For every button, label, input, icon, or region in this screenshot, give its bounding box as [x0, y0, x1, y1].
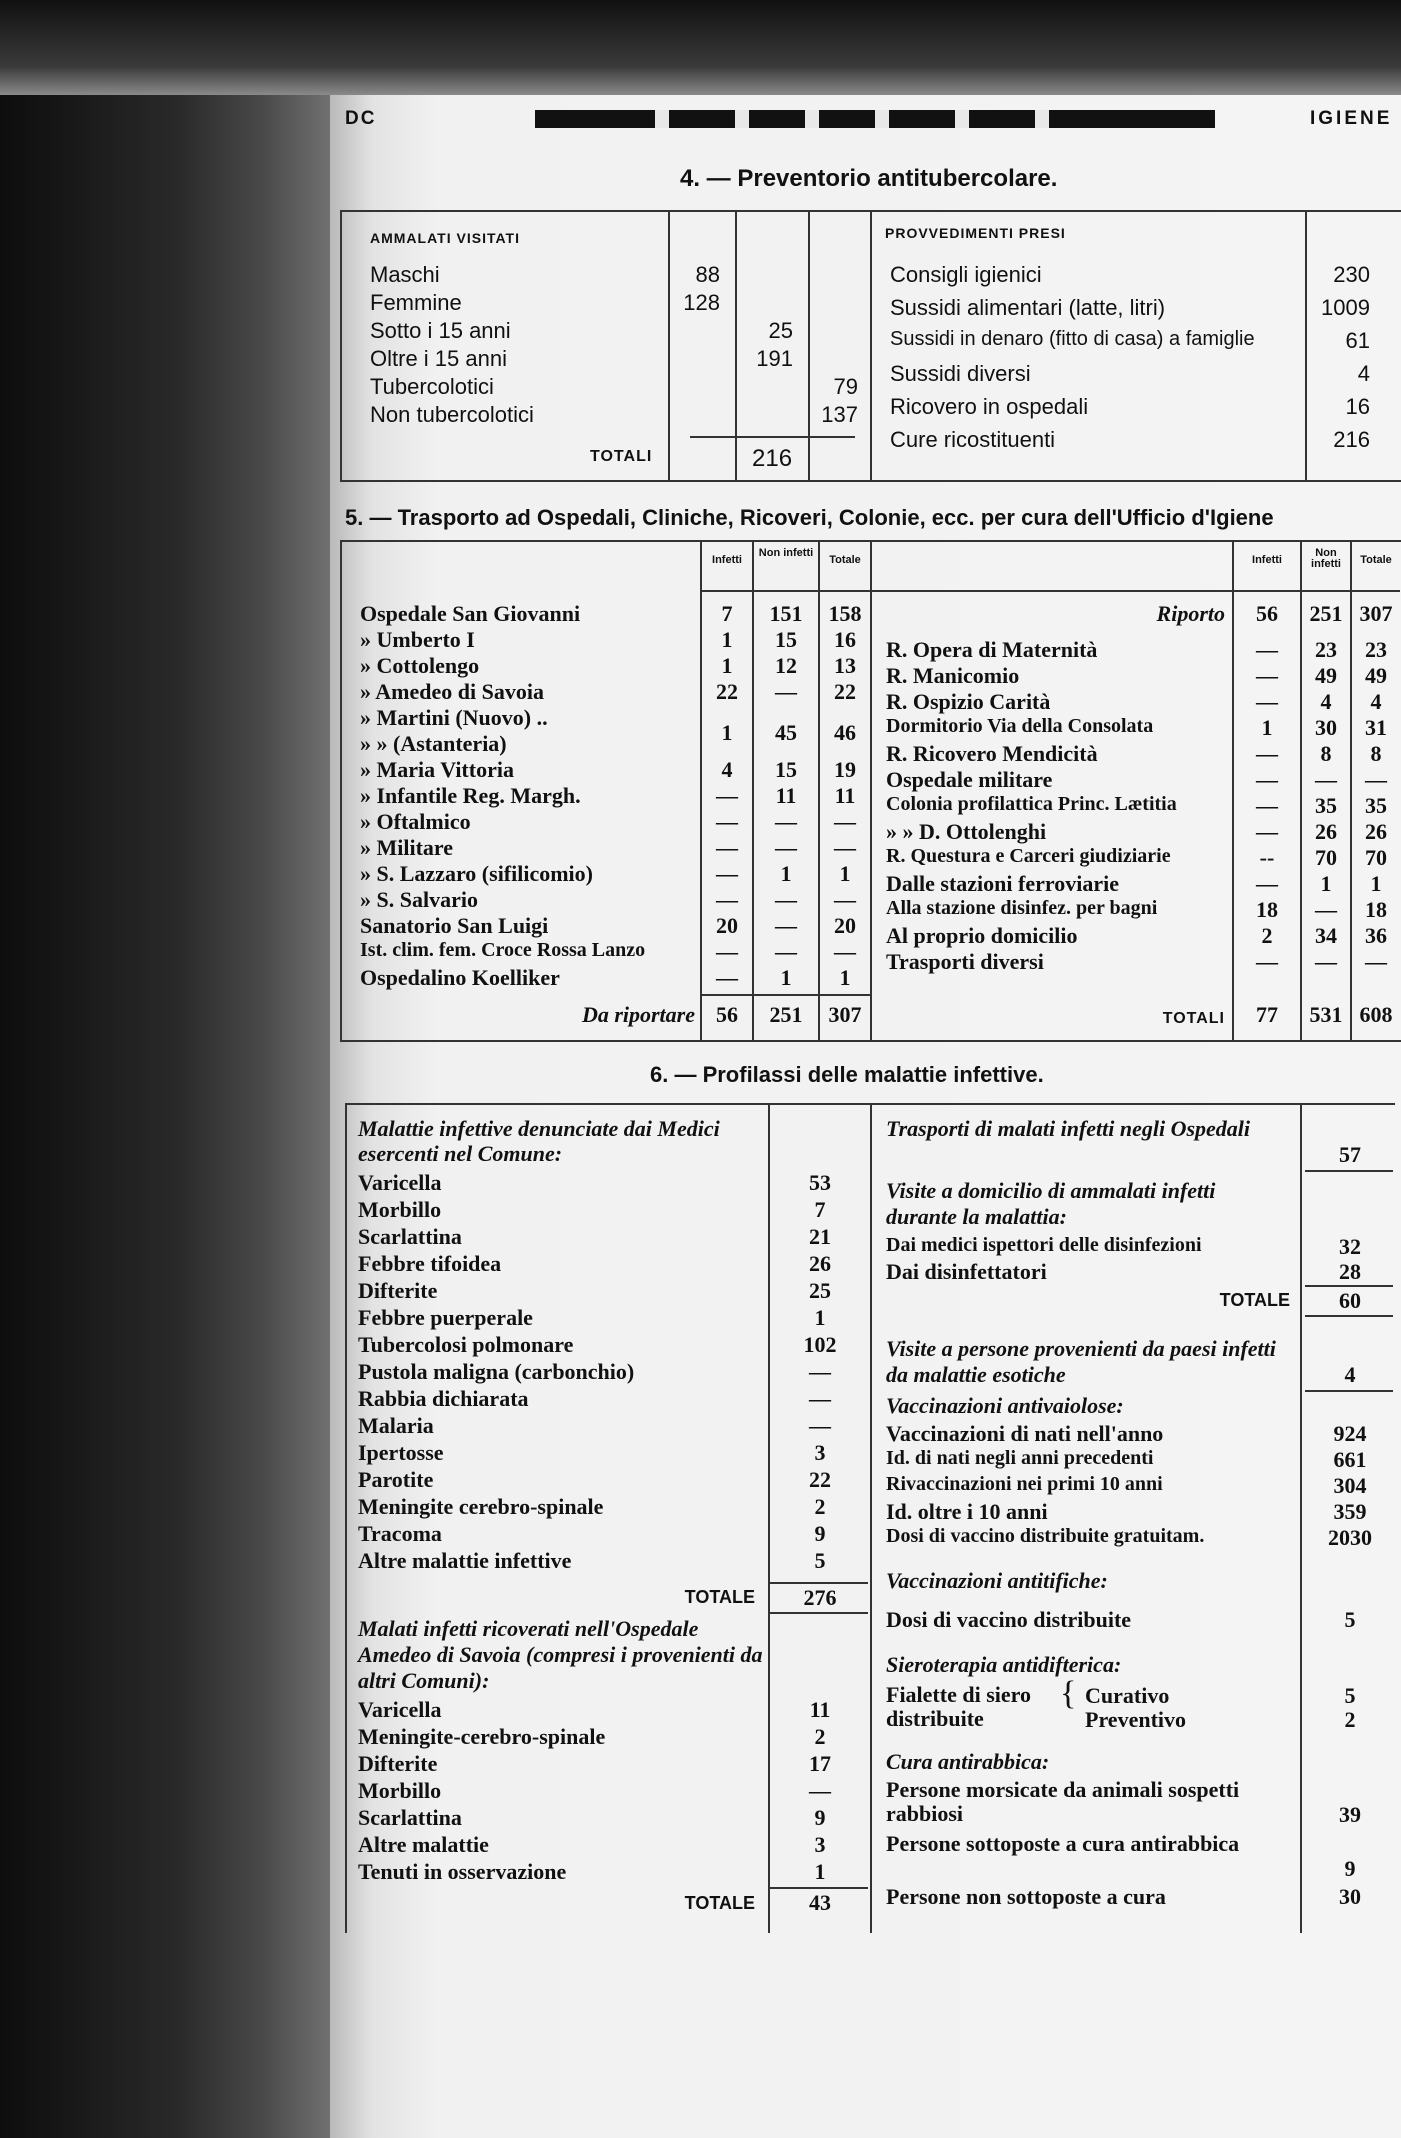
s5-right-c: 23: [1365, 637, 1387, 662]
s5-left-a: —: [716, 861, 738, 886]
s5-right-total-a: 77: [1256, 1002, 1278, 1027]
s6-left-total-label: TOTALE: [684, 1587, 755, 1607]
s4-total-label: TOTALI: [590, 448, 653, 465]
s6-vacc-label: Vaccinazioni di nati nell'anno: [886, 1421, 1164, 1446]
s4-left-label: Maschi: [370, 262, 440, 287]
s4-left-b: 25: [768, 318, 793, 343]
s5-left-label: » Infantile Reg. Margh.: [360, 783, 581, 808]
s5-left-label: » S. Salvario: [360, 887, 478, 912]
s4-col-sep-1: [668, 210, 670, 482]
s5-left-c: 1: [839, 965, 851, 990]
s5-header-rule: [700, 590, 1400, 592]
s6-trasporti-heading: Trasporti di malati infetti negli Ospedali: [886, 1116, 1251, 1141]
s4-col-sep-3: [808, 210, 810, 482]
s6-trasporti-value: 57: [1339, 1142, 1361, 1167]
s5-right-label: R. Ospizio Carità: [886, 689, 1051, 714]
s5-right-a: —: [1256, 819, 1278, 844]
s5-right-a: --: [1259, 845, 1275, 870]
s4-left-label: Non tubercolotici: [370, 402, 534, 427]
s5-right-label: Colonia profilattica Princ. Lætitia: [886, 793, 1177, 815]
s5-right-a: 1: [1261, 715, 1273, 740]
s6-visite-heading: Visite a domicilio di ammalati infetti durante la malattia:: [886, 1178, 1216, 1229]
s6-disease-value: 9: [814, 1521, 826, 1546]
s6-ricoverati-label: Difterite: [358, 1751, 438, 1776]
s5-right-a: —: [1256, 871, 1278, 896]
s5-left-b: 15: [775, 757, 797, 782]
s5-right-b: 1: [1320, 871, 1332, 896]
s5-right-label: R. Ricovero Mendicità: [886, 741, 1098, 766]
s6-visite-total-value: 60: [1339, 1288, 1361, 1313]
s5-left-b: 1: [780, 965, 792, 990]
s5-left-total-c: 307: [828, 1002, 862, 1027]
s6-tif-label: Dosi di vaccino distribuite: [886, 1607, 1132, 1632]
s4-left-label: Tubercolotici: [370, 374, 494, 399]
s6-disease-value: 1: [814, 1305, 826, 1330]
s5-left-label: Ospedalino Koelliker: [360, 965, 560, 990]
s6-siero-heading: Sieroterapia antidifterica:: [886, 1652, 1122, 1677]
s6-left-total2-value: 43: [809, 1890, 831, 1915]
s5-left-b: 12: [775, 653, 797, 678]
s6-rabbica-heading: Cura antirabbica:: [886, 1749, 1050, 1774]
s5-right-c: —: [1365, 949, 1387, 974]
s6-left-total-underline: [770, 1612, 868, 1614]
s5-left-a: —: [716, 965, 738, 990]
s5-left-border: [340, 540, 342, 1042]
section-4-title: 4. — Preventorio antitubercolare.: [680, 165, 1058, 192]
s5-right-a: —: [1256, 767, 1278, 792]
s4-right-label: Cure ricostituenti: [890, 427, 1056, 452]
s6-ricoverati-value: 11: [809, 1697, 831, 1722]
s5-right-b: 4: [1320, 689, 1332, 714]
s5-left-a: 4: [721, 757, 733, 782]
s5-left-c: 1: [839, 861, 851, 886]
s4-left-label: Femmine: [370, 290, 462, 315]
s5-right-riporto-label: Riporto: [1156, 601, 1225, 626]
s5-right-total-label: TOTALI: [1162, 1010, 1225, 1027]
s5-mid-sep: [870, 540, 872, 1042]
s6-visite-label: Dai medici ispettori delle disinfezioni: [886, 1234, 1202, 1256]
s5-right-label: Al proprio domicilio: [886, 923, 1078, 948]
s5-left-total-label: Da riportare: [581, 1002, 695, 1027]
s5-right-label: » » D. Ottolenghi: [886, 819, 1047, 844]
s6-tif-value: 5: [1344, 1607, 1356, 1632]
s5-left-total-rule: [700, 994, 870, 996]
s4-left-caption: AMMALATI VISITATI: [370, 230, 520, 246]
s5-right-total-b: 531: [1309, 1002, 1343, 1027]
s5-right-label: Alla stazione disinfez. per bagni: [886, 897, 1158, 919]
s6-rabbica-value: 30: [1339, 1884, 1361, 1909]
s6-visite-label: Dai disinfettatori: [886, 1259, 1047, 1284]
s6-siero-brace: {: [1060, 1675, 1077, 1712]
s5-left-a: —: [716, 887, 738, 912]
s5-left-a: 1: [721, 627, 733, 652]
s5-left-b: 1: [780, 861, 792, 886]
s5-left-a: 7: [721, 601, 733, 626]
s4-right-label: Consigli igienici: [890, 262, 1042, 287]
s6-disease-label: Morbillo: [358, 1197, 442, 1222]
s5-left-label: » Oftalmico: [360, 809, 471, 834]
s4-total-value: 216: [752, 445, 793, 472]
running-header-right: IGIENE: [1310, 108, 1393, 129]
s6-left-total-rule: [770, 1582, 868, 1584]
s6-rabbica-label: Persone sottoposte a cura antirabbica: [886, 1831, 1240, 1856]
s4-right-label: Ricovero in ospedali: [890, 394, 1089, 419]
s6-left-total2-label: TOTALE: [684, 1893, 755, 1913]
s5-right-b: 23: [1315, 637, 1337, 662]
s6-visite-total-label: TOTALE: [1219, 1290, 1290, 1310]
s6-left-border: [345, 1103, 347, 1933]
s5-right-label: Dormitorio Via della Consolata: [886, 715, 1154, 737]
s5-left-b: —: [775, 835, 797, 860]
s6-visite-total-rule: [1305, 1285, 1393, 1287]
s5-left-label: » Maria Vittoria: [360, 757, 514, 782]
s6-disease-value: 102: [803, 1332, 837, 1357]
s6-siero-type-value: 5: [1344, 1683, 1356, 1708]
s5-left-c: 22: [834, 679, 856, 704]
s6-vacc-label: Id. oltre i 10 anni: [886, 1499, 1048, 1524]
s6-disease-label: Tracoma: [358, 1521, 442, 1546]
s5-right-c: 35: [1365, 793, 1387, 818]
s4-right-label: Sussidi in denaro (fitto di casa) a famiglie: [890, 328, 1255, 350]
s6-disease-value: 53: [809, 1170, 831, 1195]
s5-left-c: 46: [834, 720, 856, 745]
s5-right-col-non-infetti: Non infetti: [1311, 547, 1341, 570]
s5-right-c: —: [1365, 767, 1387, 792]
s5-right-c: 26: [1365, 819, 1387, 844]
s5-right-label: R. Questura e Carceri giudiziarie: [886, 845, 1171, 867]
s5-left-label: » Amedeo di Savoia: [360, 679, 544, 704]
s5-left-b: 15: [775, 627, 797, 652]
s5-right-a: 56: [1256, 601, 1278, 626]
s5-left-total-a: 56: [716, 1002, 738, 1027]
s5-right-label: Dalle stazioni ferroviarie: [886, 871, 1119, 896]
s6-ricoverati-label: Varicella: [358, 1697, 442, 1722]
s5-right-a: —: [1256, 741, 1278, 766]
s6-trasporti-underline: [1305, 1170, 1393, 1172]
s4-right-value: 4: [1357, 361, 1370, 386]
s6-ricoverati-label: Scarlattina: [358, 1805, 462, 1830]
s4-mid-sep: [870, 210, 872, 482]
s6-left-total2-rule: [770, 1887, 868, 1889]
s6-esotiche-value: 4: [1344, 1362, 1356, 1387]
s6-disease-label: Febbre puerperale: [358, 1305, 533, 1330]
s6-siero-type-label: Preventivo: [1085, 1707, 1187, 1732]
s5-right-c: 307: [1359, 601, 1393, 626]
s5-left-a: 22: [716, 679, 738, 704]
s6-esotiche-underline: [1305, 1390, 1393, 1392]
s6-ricoverati-value: 3: [814, 1832, 826, 1857]
s6-disease-value: 5: [814, 1548, 826, 1573]
s5-left-c: 13: [834, 653, 856, 678]
s4-left-a: 128: [683, 290, 720, 315]
s5-left-col-non-infetti: Non infetti: [758, 547, 814, 559]
s5-left-b: —: [775, 809, 797, 834]
s6-vacc-value: 359: [1333, 1499, 1367, 1524]
s4-left-a: 88: [695, 262, 720, 287]
s6-disease-label: Meningite cerebro-spinale: [358, 1494, 604, 1519]
s5-left-c: —: [834, 939, 856, 964]
s6-disease-value: 7: [814, 1197, 826, 1222]
s5-left-b: 151: [769, 601, 803, 626]
s6-right-value-sep: [1300, 1103, 1302, 1933]
s6-ricoverati-label: Tenuti in osservazione: [358, 1859, 567, 1884]
s6-rabbica-label: Persone non sottoposte a cura: [886, 1884, 1166, 1909]
s5-right-c: 8: [1370, 741, 1382, 766]
s5-right-col-infetti: Infetti: [1252, 554, 1282, 566]
s6-disease-value: —: [809, 1413, 831, 1438]
s5-right-b: —: [1315, 949, 1337, 974]
s6-vacc-heading: Vaccinazioni antivaiolose:: [886, 1393, 1124, 1418]
s6-tif-heading: Vaccinazioni antitifiche:: [886, 1568, 1108, 1593]
s6-vacc-label: Dosi di vaccino distribuite gratuitam.: [886, 1525, 1205, 1547]
s5-left-c: 11: [834, 783, 856, 808]
s6-left-heading: Malattie infettive denunciate dai Medici esercenti nel Comune:: [358, 1116, 720, 1166]
s5-left-label: » S. Lazzaro (sifilicomio): [360, 861, 593, 886]
s5-right-total-c: 608: [1359, 1002, 1393, 1027]
s6-ricoverati-label: Morbillo: [358, 1778, 442, 1803]
s5-left-label: » Martini (Nuovo) ..: [360, 705, 548, 730]
s5-left-a: 1: [721, 720, 733, 745]
s6-siero-type-label: Curativo: [1085, 1683, 1170, 1708]
s5-right-a: 18: [1256, 897, 1278, 922]
s6-vacc-label: Rivaccinazioni nei primi 10 anni: [886, 1473, 1163, 1495]
s5-right-b: —: [1315, 767, 1337, 792]
s6-disease-value: 3: [814, 1440, 826, 1465]
s5-left-col-infetti: Infetti: [712, 554, 742, 566]
s5-right-b: 8: [1320, 741, 1332, 766]
s5-left-label: » Umberto I: [360, 627, 475, 652]
s5-right-label: Ospedale militare: [886, 767, 1053, 792]
s5-right-a: —: [1256, 949, 1278, 974]
s4-right-label: Sussidi alimentari (latte, litri): [890, 295, 1166, 320]
s6-ricoverati-value: 9: [814, 1805, 826, 1830]
s4-left-c: 79: [833, 374, 858, 399]
s5-left-a: —: [716, 809, 738, 834]
s5-right-b: 34: [1315, 923, 1337, 948]
s6-disease-label: Parotite: [358, 1467, 434, 1492]
s6-disease-value: 22: [809, 1467, 831, 1492]
s5-right-a: —: [1256, 793, 1278, 818]
s5-right-c: 1: [1370, 871, 1382, 896]
s5-left-total-b: 251: [769, 1002, 803, 1027]
s5-right-b: 49: [1315, 663, 1337, 688]
s5-right-label: Trasporti diversi: [886, 949, 1044, 974]
section-5-title: 5. — Trasporto ad Ospedali, Cliniche, Ricoveri, Colonie, ecc. per cura dell'Ufficio d'Igiene: [345, 505, 1274, 530]
s4-right-sep: [1305, 210, 1307, 482]
s6-esotiche-heading: Visite a persone provenienti da paesi infetti da malattie esotiche: [886, 1336, 1276, 1387]
s6-ricoverati-value: 17: [809, 1751, 831, 1776]
s5-right-c: 31: [1365, 715, 1387, 740]
s4-col-sep-2: [735, 210, 737, 482]
s5-left-b: —: [775, 913, 797, 938]
s6-disease-value: 2: [814, 1494, 826, 1519]
s5-left-label: » » (Astanteria): [360, 731, 507, 756]
s4-right-value: 230: [1333, 262, 1370, 287]
s6-disease-label: Pustola maligna (carbonchio): [358, 1359, 635, 1384]
s5-right-c: 70: [1365, 845, 1387, 870]
s5-left-label: » Militare: [360, 835, 454, 860]
s6-disease-label: Altre malattie infettive: [358, 1548, 572, 1573]
s4-right-value: 61: [1345, 328, 1370, 353]
s5-right-b: 70: [1315, 845, 1337, 870]
s5-right-a: —: [1256, 637, 1278, 662]
s6-disease-value: —: [809, 1359, 831, 1384]
s4-left-label: Oltre i 15 anni: [370, 346, 507, 371]
s4-right-label: Sussidi diversi: [890, 361, 1031, 386]
s6-visite-total-underline: [1305, 1315, 1393, 1317]
s5-right-a: —: [1256, 663, 1278, 688]
s5-right-c: 18: [1365, 897, 1387, 922]
s5-left-a: —: [716, 939, 738, 964]
s5-left-a: —: [716, 783, 738, 808]
s4-left-label: Sotto i 15 anni: [370, 318, 511, 343]
s4-right-value: 1009: [1321, 295, 1370, 320]
s5-right-b: 26: [1315, 819, 1337, 844]
running-header-left: DC: [345, 108, 377, 129]
s6-rabbica-value: 9: [1344, 1856, 1356, 1881]
s6-vacc-label: Id. di nati negli anni precedenti: [886, 1447, 1154, 1469]
s5-right-c: 49: [1365, 663, 1387, 688]
s5-right-c: 4: [1370, 689, 1382, 714]
s5-right-b: 35: [1315, 793, 1337, 818]
s5-left-c: —: [834, 835, 856, 860]
s5-right-b: —: [1315, 897, 1337, 922]
s6-visite-value: 32: [1339, 1234, 1361, 1259]
s5-left-c: 16: [834, 627, 856, 652]
s6-disease-value: 21: [809, 1224, 831, 1249]
s6-visite-value: 28: [1339, 1259, 1361, 1284]
s6-vacc-value: 661: [1333, 1447, 1367, 1472]
s6-disease-label: Scarlattina: [358, 1224, 462, 1249]
s5-left-a: 1: [721, 653, 733, 678]
s5-right-a: 2: [1261, 923, 1273, 948]
scan-dark-top: [0, 0, 1401, 95]
s6-vacc-value: 2030: [1328, 1525, 1372, 1550]
s5-left-c: 20: [834, 913, 856, 938]
s5-left-b: —: [775, 887, 797, 912]
s6-disease-label: Malaria: [358, 1413, 434, 1438]
s6-disease-label: Varicella: [358, 1170, 442, 1195]
s5-left-c: —: [834, 809, 856, 834]
s5-left-label: Ospedale San Giovanni: [360, 601, 581, 626]
s6-rabbica-value: 39: [1339, 1802, 1361, 1827]
s6-ricoverati-value: 2: [814, 1724, 826, 1749]
s4-right-value: 216: [1333, 427, 1370, 452]
s6-siero-label: Fialette di siero distribuite: [886, 1682, 1031, 1731]
s5-right-b: 251: [1309, 601, 1343, 626]
s6-disease-label: Tubercolosi polmonare: [358, 1332, 574, 1357]
s5-left-label: Ist. clim. fem. Croce Rossa Lanzo: [360, 939, 646, 961]
scan-dark-margin: [0, 0, 330, 2138]
s6-disease-label: Rabbia dichiarata: [358, 1386, 529, 1411]
s5-left-c: —: [834, 887, 856, 912]
s6-disease-label: Febbre tifoidea: [358, 1251, 502, 1276]
header-ornament-bar: [535, 110, 1215, 128]
s5-right-a: —: [1256, 689, 1278, 714]
s5-right-label: R. Manicomio: [886, 663, 1020, 688]
s6-disease-value: 26: [809, 1251, 831, 1276]
section-6-title: 6. — Profilassi delle malattie infettive.: [650, 1062, 1044, 1087]
s5-left-b: 11: [775, 783, 797, 808]
s5-left-b: —: [775, 939, 797, 964]
s5-left-col-totale: Totale: [829, 554, 861, 566]
s6-vacc-value: 304: [1333, 1473, 1367, 1498]
s4-left-b: 191: [756, 346, 793, 371]
s6-rabbica-label: Persone morsicate da animali sospetti rabbiosi: [886, 1777, 1240, 1826]
s5-right-c: 36: [1365, 923, 1387, 948]
s6-left-heading-2: Malati infetti ricoverati nell'Ospedale Amedeo di Savoia (compresi i provenienti da altri Comuni):: [358, 1616, 763, 1693]
s5-left-b: 45: [775, 720, 797, 745]
s5-right-b: 30: [1315, 715, 1337, 740]
s4-total-rule: [690, 436, 855, 438]
s4-left-c: 137: [821, 402, 858, 427]
s5-left-a: 20: [716, 913, 738, 938]
s5-left-b: —: [775, 679, 797, 704]
s6-disease-value: —: [809, 1386, 831, 1411]
s5-right-label: R. Opera di Maternità: [886, 637, 1098, 662]
s5-left-label: » Cottolengo: [360, 653, 480, 678]
s6-disease-label: Difterite: [358, 1278, 438, 1303]
s4-left-border: [340, 210, 342, 482]
s5-left-a: —: [716, 835, 738, 860]
s4-right-value: 16: [1345, 394, 1370, 419]
s6-mid-sep: [870, 1103, 872, 1933]
s6-vacc-value: 924: [1333, 1421, 1367, 1446]
s5-left-c: 19: [834, 757, 856, 782]
s5-right-col-totale: Totale: [1360, 554, 1392, 566]
s4-right-caption: PROVVEDIMENTI PRESI: [885, 225, 1066, 241]
s6-left-total-value: 276: [803, 1585, 837, 1610]
s6-disease-value: 25: [809, 1278, 831, 1303]
s6-disease-label: Ipertosse: [358, 1440, 444, 1465]
s5-left-label: Sanatorio San Luigi: [360, 913, 549, 938]
s6-siero-type-value: 2: [1344, 1707, 1356, 1732]
s6-ricoverati-label: Meningite-cerebro-spinale: [358, 1724, 606, 1749]
s6-ricoverati-value: 1: [814, 1859, 826, 1884]
s5-left-c: 158: [828, 601, 862, 626]
s6-ricoverati-label: Altre malattie: [358, 1832, 489, 1857]
s6-ricoverati-value: —: [809, 1778, 831, 1803]
